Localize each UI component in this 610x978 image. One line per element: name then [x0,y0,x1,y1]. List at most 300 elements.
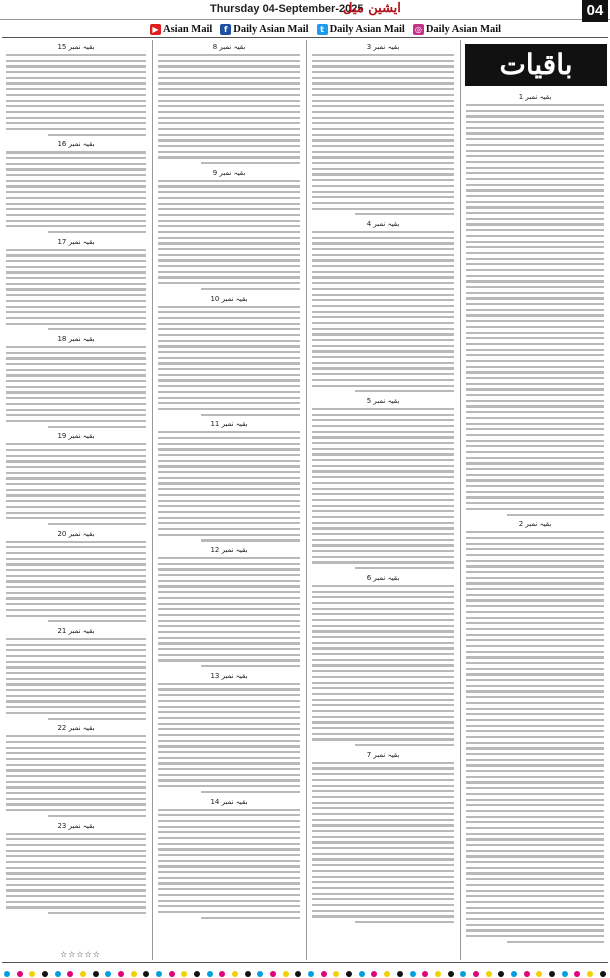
text-line [312,122,454,124]
text-line [158,128,300,130]
registration-dot [194,971,200,977]
text-line [158,854,300,856]
text-line [312,88,454,90]
text-line [466,434,604,436]
text-line [6,803,146,805]
text-line [158,494,300,496]
continuation-subhead: بقیہ نمبر 4 [366,219,400,228]
text-line [312,299,454,301]
registration-dot [524,971,530,977]
text-line [312,339,454,341]
text-line [312,156,454,158]
text-line [6,477,146,479]
text-line [158,500,300,502]
registration-dot [4,971,10,977]
column-4 [2,40,150,960]
text-line [158,882,300,884]
text-line [312,145,454,147]
text-line [158,820,300,822]
column-3 [154,40,304,960]
text-line [466,377,604,379]
text-line [6,906,146,908]
text-line [6,689,146,691]
text-line [312,367,454,369]
text-line [6,185,146,187]
continuation-subhead: بقیہ نمبر 15 [57,43,95,51]
continuation-subhead: بقیہ نمبر 17 [57,237,95,246]
text-line [6,111,146,113]
text-line [355,390,454,392]
text-line [466,127,604,129]
text-line [312,516,454,518]
text-line [466,314,604,316]
text-line [466,121,604,123]
text-line [6,764,146,766]
text-line [312,847,454,849]
column-2 [308,40,458,960]
text-line [158,54,300,56]
social-facebook[interactable] [220,24,308,35]
text-line [158,706,300,708]
text-line [158,185,300,187]
text-line [466,901,604,903]
registration-dot [486,971,492,977]
text-line [158,723,300,725]
text-line [6,317,146,319]
text-line [6,672,146,674]
text-line [158,408,300,410]
text-line [6,225,146,227]
text-line [158,911,300,913]
text-line [312,670,454,672]
continuation-subhead: بقیہ نمبر 19 [57,432,95,441]
text-line [312,282,454,284]
text-line [466,770,604,772]
text-line [6,311,146,313]
text-line [466,605,604,607]
text-line [466,793,604,795]
registration-dot [410,971,416,977]
registration-dot [245,971,251,977]
text-line [158,591,300,593]
text-line [466,685,604,687]
registration-dot [371,971,377,977]
registration-dot [257,971,263,977]
text-line [158,431,300,433]
registration-dot [131,971,137,977]
text-line [6,94,146,96]
text-line [466,212,604,214]
text-line [158,397,300,399]
text-line [158,477,300,479]
continuation-subhead: بقیہ نمبر 13 [210,671,248,680]
text-line [158,734,300,736]
text-line [466,611,604,613]
text-line [466,736,604,738]
text-line [48,231,146,233]
text-line [158,745,300,747]
text-line [466,451,604,453]
text-line [6,792,146,794]
column-divider [306,40,307,960]
text-line [312,619,454,621]
text-line [466,543,604,545]
text-line [158,340,300,342]
text-line [158,860,300,862]
text-line [158,837,300,839]
continuation-subhead: بقیہ نمبر 18 [57,334,95,343]
text-line [355,567,454,569]
registration-dot [295,971,301,977]
text-line [466,440,604,442]
footer-rule [2,962,608,963]
text-line [158,334,300,336]
text-line [158,774,300,776]
text-line [312,561,454,563]
text-line [466,918,604,920]
text-line [158,385,300,387]
text-line [312,904,454,906]
social-twitter[interactable] [317,24,405,35]
text-line [466,184,604,186]
twitter-icon: t [317,24,328,35]
column-divider [460,40,461,960]
continuation-subhead: بقیہ نمبر 10 [210,294,248,303]
text-line [312,682,454,684]
text-line [466,696,604,698]
text-line [158,905,300,907]
text-line [466,776,604,778]
text-line [466,588,604,590]
registration-dot [29,971,35,977]
text-line [6,191,146,193]
text-line [158,694,300,696]
text-line [158,625,300,627]
text-line [158,151,300,153]
text-line [312,65,454,67]
text-line [312,379,454,381]
text-line [312,191,454,193]
text-line [158,82,300,84]
text-line [158,894,300,896]
text-line [6,895,146,897]
text-line [312,550,454,552]
text-line [312,202,454,204]
text-line [158,654,300,656]
continuation-subhead: بقیہ نمبر 9 [212,168,246,177]
text-line [312,699,454,701]
text-line [6,449,146,451]
registration-dot [283,971,289,977]
social-youtube[interactable] [150,24,212,35]
text-line [466,354,604,356]
text-line [6,483,146,485]
text-line [6,168,146,170]
text-line [158,574,300,576]
text-line [466,388,604,390]
header-rule [2,37,608,38]
text-line [466,912,604,914]
text-line [312,179,454,181]
registration-dot [118,971,124,977]
text-line [6,306,146,308]
text-line [158,145,300,147]
text-line [466,594,604,596]
text-line [6,409,146,411]
text-line [158,391,300,393]
text-line [48,912,146,914]
text-line [6,391,146,393]
text-line [158,568,300,570]
text-line [312,168,454,170]
text-line [158,77,300,79]
text-line [312,185,454,187]
text-line [312,333,454,335]
registration-dot [93,971,99,977]
text-line [312,853,454,855]
text-line [466,895,604,897]
text-line [6,649,146,651]
text-line [158,608,300,610]
text-line [312,704,454,706]
text-line [6,850,146,852]
text-line [6,403,146,405]
text-line [201,414,300,416]
text-line [466,110,604,112]
text-line [466,474,604,476]
text-line [6,706,146,708]
page-number: 04 [582,0,608,22]
text-line [312,608,454,610]
text-line [48,718,146,720]
text-line [158,225,300,227]
text-line [312,505,454,507]
text-line [158,711,300,713]
text-line [6,208,146,210]
text-line [312,596,454,598]
text-line [312,556,454,558]
text-line [158,620,300,622]
text-line [312,356,454,358]
text-line [466,485,604,487]
text-line [6,357,146,359]
text-line [312,727,454,729]
text-line [312,237,454,239]
text-line [312,60,454,62]
text-line [6,855,146,857]
text-line [312,442,454,444]
continuation-subhead: بقیہ نمبر 2 [518,520,552,529]
text-line [466,326,604,328]
text-line [466,201,604,203]
text-line [466,241,604,243]
text-line [466,855,604,857]
text-line [312,721,454,723]
text-line [466,144,604,146]
text-line [312,414,454,416]
registration-dot [270,971,276,977]
text-line [312,482,454,484]
text-line [312,876,454,878]
text-line [312,459,454,461]
text-line [466,309,604,311]
text-line [6,386,146,388]
text-line [312,881,454,883]
continuation-subhead: بقیہ نمبر 3 [366,43,400,51]
registration-dot [574,971,580,977]
text-line [312,82,454,84]
text-line [466,394,604,396]
text-line [6,105,146,107]
text-line [158,648,300,650]
text-line [158,220,300,222]
text-line [6,558,146,560]
text-line [6,65,146,67]
text-line [507,941,604,943]
text-line [466,531,604,533]
text-line [466,297,604,299]
text-line [6,443,146,445]
text-line [466,617,604,619]
text-line [158,534,300,536]
text-line [158,265,300,267]
text-line [466,258,604,260]
text-line [466,462,604,464]
text-line [312,898,454,900]
social-label: Daily Asian Mail [233,23,309,35]
text-line [466,263,604,265]
text-line [158,785,300,787]
text-line [466,417,604,419]
text-line [6,128,146,130]
text-line [312,71,454,73]
text-line [6,203,146,205]
text-line [6,575,146,577]
registration-dot [232,971,238,977]
text-line [6,254,146,256]
text-line [312,893,454,895]
text-line [466,730,604,732]
text-line [466,850,604,852]
text-line [466,292,604,294]
text-line [312,762,454,764]
text-line [158,374,300,376]
text-line [158,517,300,519]
text-line [466,878,604,880]
social-instagram[interactable] [413,24,501,35]
registration-dot [67,971,73,977]
text-line [466,719,604,721]
text-line [466,138,604,140]
text-line [466,668,604,670]
text-line [158,282,300,284]
text-line [158,877,300,879]
text-line [312,294,454,296]
text-line [158,454,300,456]
text-line [312,311,454,313]
registration-dot [169,971,175,977]
text-line [6,500,146,502]
registration-dot [105,971,111,977]
text-line [312,128,454,130]
registration-dot [549,971,555,977]
text-line [466,651,604,653]
text-line [466,167,604,169]
text-line [6,700,146,702]
text-line [6,472,146,474]
text-line [312,864,454,866]
text-line [312,522,454,524]
text-line [48,134,146,136]
text-line [466,884,604,886]
registration-dot [460,971,466,977]
social-handles [150,22,501,36]
text-line [466,622,604,624]
text-line [158,659,300,661]
text-line [48,815,146,817]
text-line [312,448,454,450]
text-line [158,871,300,873]
text-line [312,664,454,666]
text-line [158,379,300,381]
text-line [6,563,146,565]
text-line [158,728,300,730]
text-line [158,328,300,330]
text-line [312,738,454,740]
text-line [312,613,454,615]
text-line [466,582,604,584]
text-line [6,77,146,79]
text-line [312,625,454,627]
text-line [158,317,300,319]
text-line [158,751,300,753]
text-line [312,824,454,826]
text-line [6,769,146,771]
text-line [466,827,604,829]
text-line [312,585,454,587]
text-line [6,586,146,588]
text-line [312,819,454,821]
text-line [6,88,146,90]
text-line [158,122,300,124]
text-line [466,764,604,766]
text-line [6,180,146,182]
text-line [201,791,300,793]
text-line [6,157,146,159]
text-line [466,383,604,385]
text-line [158,357,300,359]
text-line [312,276,454,278]
text-line [466,371,604,373]
text-line [466,303,604,305]
text-line [466,479,604,481]
text-line [201,288,300,290]
text-line [466,115,604,117]
continuation-subhead: بقیہ نمبر 1 [518,93,552,101]
registration-dot [219,971,225,977]
text-line [466,929,604,931]
text-line [48,426,146,428]
text-line [6,512,146,514]
text-line [312,431,454,433]
text-line [312,385,454,387]
text-line [6,735,146,737]
text-line [6,867,146,869]
text-line [6,844,146,846]
text-line [158,865,300,867]
text-line [466,537,604,539]
text-line [312,139,454,141]
